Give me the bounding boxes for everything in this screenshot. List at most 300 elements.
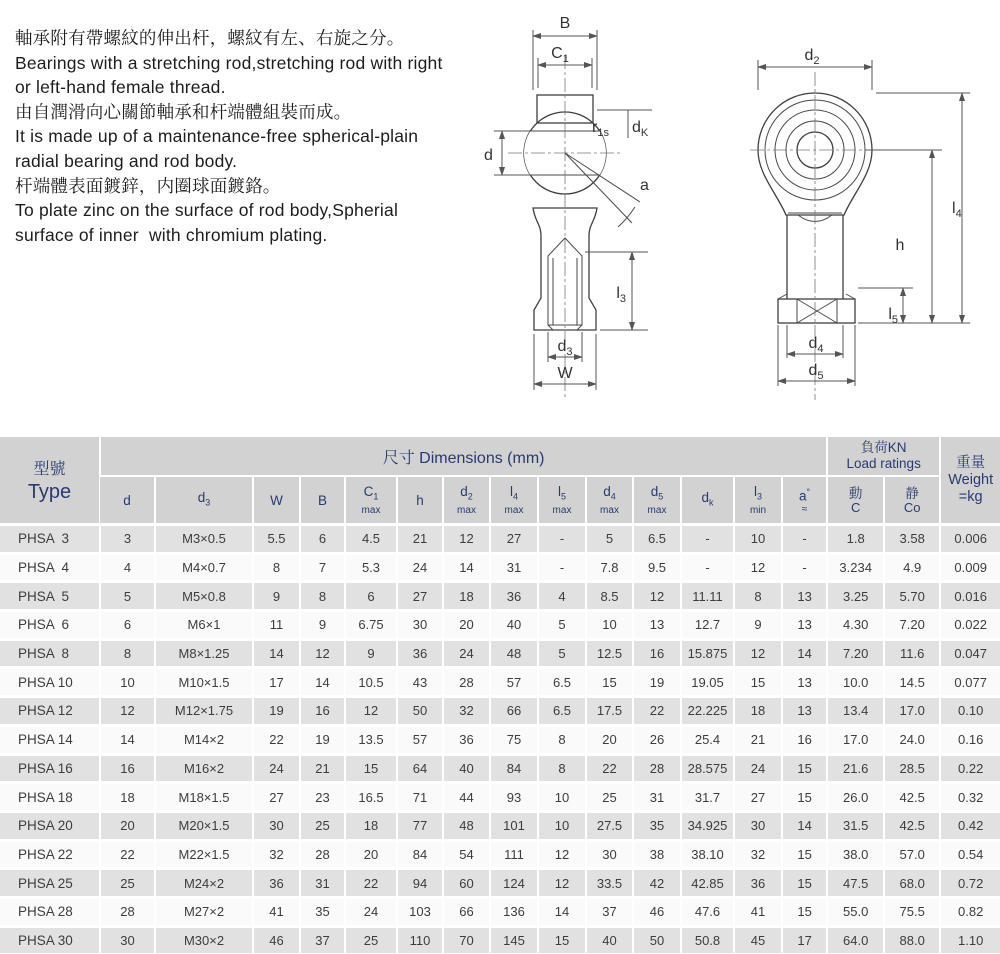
value-cell: 18 xyxy=(734,697,782,726)
value-cell: 42.5 xyxy=(884,811,940,840)
value-cell: 0.047 xyxy=(940,639,1000,668)
value-cell: 13 xyxy=(782,697,827,726)
value-cell: 43 xyxy=(397,668,443,697)
col-header-d: d xyxy=(100,476,155,525)
value-cell: 22 xyxy=(253,725,300,754)
value-cell: 70 xyxy=(443,926,490,953)
value-cell: 0.16 xyxy=(940,725,1000,754)
value-cell: M24×2 xyxy=(155,869,253,898)
col-header-b: B xyxy=(300,476,345,525)
value-cell: 31 xyxy=(490,553,538,582)
table-row xyxy=(0,783,1000,812)
value-cell: 14.5 xyxy=(884,668,940,697)
value-cell: 12 xyxy=(300,639,345,668)
dim-label-l4: $l_4$ xyxy=(952,200,962,220)
value-cell: 24 xyxy=(345,897,397,926)
col-header-c1: $C_1$ max xyxy=(345,476,397,525)
value-cell: 37 xyxy=(586,897,633,926)
type-cell: PHSA 16 xyxy=(0,754,100,783)
description-line: radial bearing and rod body. xyxy=(15,150,238,171)
value-cell: 50 xyxy=(633,926,681,953)
value-cell: 124 xyxy=(490,869,538,898)
value-cell: 14 xyxy=(443,553,490,582)
value-cell: 8 xyxy=(538,754,586,783)
value-cell: 44 xyxy=(443,783,490,812)
value-cell: 5 xyxy=(100,582,155,611)
value-cell: 68.0 xyxy=(884,869,940,898)
value-cell: 17 xyxy=(782,926,827,953)
value-cell: 41 xyxy=(734,897,782,926)
value-cell: 77 xyxy=(397,811,443,840)
value-cell: 19.05 xyxy=(681,668,734,697)
value-cell: 40 xyxy=(490,611,538,640)
value-cell: 8 xyxy=(253,553,300,582)
value-cell: 24.0 xyxy=(884,725,940,754)
value-cell: 28 xyxy=(300,840,345,869)
value-cell: 12 xyxy=(443,525,490,554)
value-cell: M16×2 xyxy=(155,754,253,783)
value-cell: 6 xyxy=(345,582,397,611)
dim-label-l3: $l_3$ xyxy=(616,285,626,305)
value-cell: 0.077 xyxy=(940,668,1000,697)
value-cell: 28 xyxy=(443,668,490,697)
value-cell: 3.25 xyxy=(827,582,884,611)
value-cell: 94 xyxy=(397,869,443,898)
value-cell: 8 xyxy=(538,725,586,754)
value-cell: 35 xyxy=(300,897,345,926)
value-cell: 22 xyxy=(345,869,397,898)
value-cell: 13 xyxy=(633,611,681,640)
value-cell: 22.225 xyxy=(681,697,734,726)
value-cell: 5.70 xyxy=(884,582,940,611)
value-cell: 15 xyxy=(782,754,827,783)
value-cell: 24 xyxy=(734,754,782,783)
value-cell: 4 xyxy=(100,553,155,582)
value-cell: 111 xyxy=(490,840,538,869)
value-cell: 0.82 xyxy=(940,897,1000,926)
value-cell: 136 xyxy=(490,897,538,926)
col-header-l5: $l_5$ max xyxy=(538,476,586,525)
value-cell: 30 xyxy=(734,811,782,840)
value-cell: 25.4 xyxy=(681,725,734,754)
value-cell: 13 xyxy=(782,668,827,697)
value-cell: 25 xyxy=(586,783,633,812)
col-header-d2: $d_2$ max xyxy=(443,476,490,525)
value-cell: 31 xyxy=(633,783,681,812)
value-cell: 31 xyxy=(300,869,345,898)
value-cell: 15 xyxy=(586,668,633,697)
value-cell: 55.0 xyxy=(827,897,884,926)
value-cell: 28 xyxy=(100,897,155,926)
dim-label-l5: $l_5$ xyxy=(888,306,898,326)
type-cell: PHSA 22 xyxy=(0,840,100,869)
value-cell: 42.5 xyxy=(884,783,940,812)
value-cell: 32 xyxy=(443,697,490,726)
value-cell: 23 xyxy=(300,783,345,812)
value-cell: 12.7 xyxy=(681,611,734,640)
value-cell: 15 xyxy=(782,869,827,898)
value-cell: - xyxy=(681,553,734,582)
value-cell: - xyxy=(782,525,827,554)
value-cell: 75.5 xyxy=(884,897,940,926)
value-cell: M20×1.5 xyxy=(155,811,253,840)
value-cell: 13.5 xyxy=(345,725,397,754)
value-cell: 10.5 xyxy=(345,668,397,697)
table-row xyxy=(0,697,1000,726)
value-cell: 103 xyxy=(397,897,443,926)
dim-label-d4: $d_4$ xyxy=(808,335,824,355)
value-cell: 18 xyxy=(443,582,490,611)
value-cell: 0.016 xyxy=(940,582,1000,611)
value-cell: M6×1 xyxy=(155,611,253,640)
dim-label-h: h xyxy=(895,237,905,254)
value-cell: 12 xyxy=(100,697,155,726)
table-row xyxy=(0,668,1000,697)
value-cell: 8 xyxy=(734,582,782,611)
value-cell: 5.3 xyxy=(345,553,397,582)
value-cell: 24 xyxy=(397,553,443,582)
value-cell: 12 xyxy=(734,553,782,582)
value-cell: 4.30 xyxy=(827,611,884,640)
value-cell: 28 xyxy=(633,754,681,783)
value-cell: 21 xyxy=(734,725,782,754)
value-cell: 15 xyxy=(782,897,827,926)
dim-label-r1s: $r_{1s}$ xyxy=(592,119,609,139)
value-cell: 27 xyxy=(734,783,782,812)
value-cell: 41 xyxy=(253,897,300,926)
value-cell: 18 xyxy=(345,811,397,840)
value-cell: 46 xyxy=(253,926,300,953)
type-column-header: 型號 Type xyxy=(0,437,100,525)
col-header-d3: $d_3$ xyxy=(155,476,253,525)
value-cell: 0.10 xyxy=(940,697,1000,726)
table-row xyxy=(0,725,1000,754)
value-cell: 101 xyxy=(490,811,538,840)
value-cell: 10 xyxy=(538,811,586,840)
value-cell: 7.20 xyxy=(884,611,940,640)
value-cell: 40 xyxy=(443,754,490,783)
description-line: 軸承附有帶螺紋的伸出杆，螺紋有左、右旋之分。 xyxy=(15,28,405,48)
dimensions-table xyxy=(0,437,1000,953)
value-cell: 50 xyxy=(397,697,443,726)
description-block xyxy=(15,26,487,247)
type-cell: PHSA 6 xyxy=(0,611,100,640)
description-line: surface of inner with chromium plating. xyxy=(15,224,328,245)
table-row xyxy=(0,926,1000,953)
value-cell: 9 xyxy=(734,611,782,640)
value-cell: 10 xyxy=(538,783,586,812)
col-header-co-static: 静 Co xyxy=(884,476,940,525)
value-cell: 110 xyxy=(397,926,443,953)
value-cell: 6.5 xyxy=(633,525,681,554)
value-cell: 14 xyxy=(782,639,827,668)
value-cell: 42.85 xyxy=(681,869,734,898)
value-cell: M5×0.8 xyxy=(155,582,253,611)
description-line: 由自潤滑向心關節軸承和杆端體組裝而成。 xyxy=(15,101,352,122)
value-cell: 6.5 xyxy=(538,668,586,697)
type-cell: PHSA 8 xyxy=(0,639,100,668)
value-cell: 10 xyxy=(586,611,633,640)
value-cell: 6.75 xyxy=(345,611,397,640)
value-cell: 20 xyxy=(100,811,155,840)
value-cell: 9 xyxy=(300,611,345,640)
table-row xyxy=(0,553,1000,582)
value-cell: M22×1.5 xyxy=(155,840,253,869)
value-cell: 7.8 xyxy=(586,553,633,582)
value-cell: 145 xyxy=(490,926,538,953)
value-cell: 45 xyxy=(734,926,782,953)
value-cell: 60 xyxy=(443,869,490,898)
value-cell: M27×2 xyxy=(155,897,253,926)
value-cell: 5.5 xyxy=(253,525,300,554)
description-line: Bearings with a stretching rod,stretching rod with right xyxy=(15,52,443,73)
value-cell: 14 xyxy=(300,668,345,697)
value-cell: 0.42 xyxy=(940,811,1000,840)
type-cell: PHSA 25 xyxy=(0,869,100,898)
value-cell: 57 xyxy=(490,668,538,697)
value-cell: 12 xyxy=(633,582,681,611)
value-cell: 11 xyxy=(253,611,300,640)
rod-end-front-drawing xyxy=(730,10,1000,420)
value-cell: 21 xyxy=(300,754,345,783)
value-cell: 12.5 xyxy=(586,639,633,668)
value-cell: 57 xyxy=(397,725,443,754)
value-cell: 0.72 xyxy=(940,869,1000,898)
table-row xyxy=(0,754,1000,783)
value-cell: 7 xyxy=(300,553,345,582)
rod-end-section-drawing xyxy=(480,10,700,420)
value-cell: 9.5 xyxy=(633,553,681,582)
value-cell: 33.5 xyxy=(586,869,633,898)
value-cell: 30 xyxy=(253,811,300,840)
dim-label-a: a xyxy=(640,177,649,194)
value-cell: 10 xyxy=(100,668,155,697)
value-cell: 1.10 xyxy=(940,926,1000,953)
load-ratings-group-header: 負荷KN Load ratings xyxy=(827,437,940,476)
dimensions-group-header: 尺寸 Dimensions (mm) xyxy=(100,437,827,476)
value-cell: 16 xyxy=(300,697,345,726)
value-cell: 66 xyxy=(443,897,490,926)
value-cell: 10.0 xyxy=(827,668,884,697)
value-cell: M30×2 xyxy=(155,926,253,953)
value-cell: 28.575 xyxy=(681,754,734,783)
value-cell: 3.58 xyxy=(884,525,940,554)
type-cell: PHSA 18 xyxy=(0,783,100,812)
table-body xyxy=(0,525,1000,954)
dim-label-dK: $d_K$ xyxy=(632,119,649,139)
type-cell: PHSA 30 xyxy=(0,926,100,953)
value-cell: 71 xyxy=(397,783,443,812)
col-header-dk: $d_k$ xyxy=(681,476,734,525)
col-header-h: h xyxy=(397,476,443,525)
value-cell: 4.9 xyxy=(884,553,940,582)
value-cell: M4×0.7 xyxy=(155,553,253,582)
table-row xyxy=(0,840,1000,869)
value-cell: 31.5 xyxy=(827,811,884,840)
value-cell: 27 xyxy=(253,783,300,812)
value-cell: M3×0.5 xyxy=(155,525,253,554)
value-cell: 42 xyxy=(633,869,681,898)
table-row xyxy=(0,897,1000,926)
value-cell: 22 xyxy=(633,697,681,726)
value-cell: 10 xyxy=(734,525,782,554)
value-cell: 31.7 xyxy=(681,783,734,812)
table-row xyxy=(0,869,1000,898)
value-cell: 0.006 xyxy=(940,525,1000,554)
value-cell: 16.5 xyxy=(345,783,397,812)
value-cell: 38.10 xyxy=(681,840,734,869)
value-cell: 12 xyxy=(538,840,586,869)
col-header-c-dynamic: 動 C xyxy=(827,476,884,525)
table-header xyxy=(0,437,1000,525)
value-cell: 15 xyxy=(345,754,397,783)
value-cell: 50.8 xyxy=(681,926,734,953)
value-cell: 12 xyxy=(538,869,586,898)
top-section xyxy=(0,0,1000,437)
value-cell: 26.0 xyxy=(827,783,884,812)
value-cell: 27.5 xyxy=(586,811,633,840)
value-cell: 6 xyxy=(300,525,345,554)
dim-label-d5: $d_5$ xyxy=(808,362,824,382)
value-cell: 11.6 xyxy=(884,639,940,668)
value-cell: 27 xyxy=(490,525,538,554)
value-cell: 24 xyxy=(253,754,300,783)
value-cell: 13 xyxy=(782,582,827,611)
value-cell: 27 xyxy=(397,582,443,611)
description-line: It is made up of a maintenance-free spherical-plain xyxy=(15,126,419,147)
value-cell: 37 xyxy=(300,926,345,953)
value-cell: 4.5 xyxy=(345,525,397,554)
value-cell: 36 xyxy=(443,725,490,754)
value-cell: 12 xyxy=(734,639,782,668)
value-cell: 22 xyxy=(100,840,155,869)
value-cell: 28.5 xyxy=(884,754,940,783)
value-cell: 15 xyxy=(538,926,586,953)
value-cell: 20 xyxy=(443,611,490,640)
value-cell: 0.32 xyxy=(940,783,1000,812)
value-cell: 13 xyxy=(782,611,827,640)
dim-label-d: d xyxy=(484,147,493,164)
description-line: To plate zinc on the surface of rod body,Spherial xyxy=(15,200,399,221)
value-cell: 18 xyxy=(100,783,155,812)
value-cell: 14 xyxy=(538,897,586,926)
value-cell: 64.0 xyxy=(827,926,884,953)
value-cell: 14 xyxy=(100,725,155,754)
type-cell: PHSA 3 xyxy=(0,525,100,554)
value-cell: 1.8 xyxy=(827,525,884,554)
value-cell: M8×1.25 xyxy=(155,639,253,668)
description-line: 杆端體表面鍍鋅，内圈球面鍍鉻。 xyxy=(15,175,281,196)
value-cell: 54 xyxy=(443,840,490,869)
value-cell: 20 xyxy=(586,725,633,754)
value-cell: M10×1.5 xyxy=(155,668,253,697)
value-cell: 36 xyxy=(397,639,443,668)
value-cell: 17 xyxy=(253,668,300,697)
value-cell: 17.5 xyxy=(586,697,633,726)
value-cell: 15 xyxy=(782,840,827,869)
dim-label-W: W xyxy=(557,365,573,382)
table-row xyxy=(0,811,1000,840)
value-cell: 88.0 xyxy=(884,926,940,953)
value-cell: 32 xyxy=(253,840,300,869)
value-cell: 0.009 xyxy=(940,553,1000,582)
value-cell: 25 xyxy=(300,811,345,840)
value-cell: 30 xyxy=(586,840,633,869)
value-cell: 5 xyxy=(538,611,586,640)
col-header-l3: $l_3$ min xyxy=(734,476,782,525)
value-cell: 0.22 xyxy=(940,754,1000,783)
value-cell: M18×1.5 xyxy=(155,783,253,812)
dim-label-d2: $d_2$ xyxy=(804,47,820,67)
value-cell: 3 xyxy=(100,525,155,554)
col-header-d4: $d_4$ max xyxy=(586,476,633,525)
value-cell: 30 xyxy=(397,611,443,640)
col-header-l4: $l_4$ max xyxy=(490,476,538,525)
value-cell: 32 xyxy=(734,840,782,869)
value-cell: 11.11 xyxy=(681,582,734,611)
type-cell: PHSA 12 xyxy=(0,697,100,726)
value-cell: 3.234 xyxy=(827,553,884,582)
value-cell: 22 xyxy=(586,754,633,783)
value-cell: 75 xyxy=(490,725,538,754)
dim-label-d3: $d_3$ xyxy=(557,338,573,358)
value-cell: 20 xyxy=(345,840,397,869)
value-cell: 14 xyxy=(253,639,300,668)
type-cell: PHSA 4 xyxy=(0,553,100,582)
value-cell: 15 xyxy=(734,668,782,697)
value-cell: - xyxy=(782,553,827,582)
type-cell: PHSA 14 xyxy=(0,725,100,754)
value-cell: 16 xyxy=(100,754,155,783)
value-cell: - xyxy=(538,553,586,582)
value-cell: - xyxy=(538,525,586,554)
value-cell: 9 xyxy=(345,639,397,668)
value-cell: 21 xyxy=(397,525,443,554)
table-row xyxy=(0,525,1000,554)
value-cell: 24 xyxy=(443,639,490,668)
col-header-w: W xyxy=(253,476,300,525)
value-cell: 84 xyxy=(397,840,443,869)
value-cell: 8.5 xyxy=(586,582,633,611)
value-cell: 26 xyxy=(633,725,681,754)
value-cell: 66 xyxy=(490,697,538,726)
weight-column-header: 重量 Weight =kg xyxy=(940,437,1000,525)
value-cell: 0.54 xyxy=(940,840,1000,869)
value-cell: 30 xyxy=(100,926,155,953)
value-cell: 36 xyxy=(253,869,300,898)
value-cell: 5 xyxy=(586,525,633,554)
value-cell: 19 xyxy=(300,725,345,754)
value-cell: 25 xyxy=(100,869,155,898)
value-cell: 25 xyxy=(345,926,397,953)
description-line: or left-hand female thread. xyxy=(15,77,226,98)
value-cell: 17.0 xyxy=(884,697,940,726)
type-cell: PHSA 10 xyxy=(0,668,100,697)
value-cell: 5 xyxy=(538,639,586,668)
value-cell: 57.0 xyxy=(884,840,940,869)
col-header-a: a° ≈ xyxy=(782,476,827,525)
value-cell: 19 xyxy=(253,697,300,726)
dim-label-B: B xyxy=(559,15,571,32)
value-cell: 8 xyxy=(300,582,345,611)
value-cell: 17.0 xyxy=(827,725,884,754)
value-cell: 15 xyxy=(782,783,827,812)
value-cell: 4 xyxy=(538,582,586,611)
value-cell: 6.5 xyxy=(538,697,586,726)
value-cell: 8 xyxy=(100,639,155,668)
table-row xyxy=(0,639,1000,668)
value-cell: 19 xyxy=(633,668,681,697)
